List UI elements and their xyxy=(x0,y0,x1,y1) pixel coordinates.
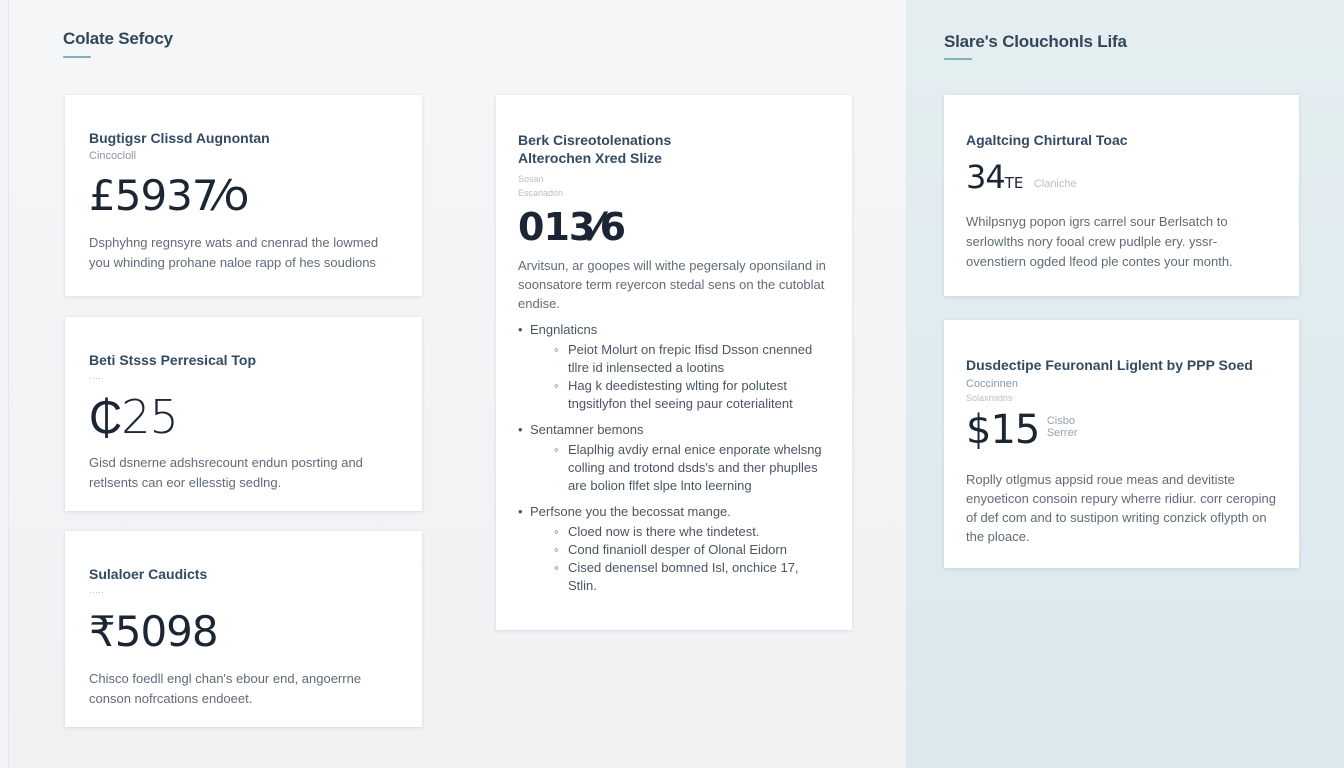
card-description: Gisd dsnerne adshsrecount endun posrting and retlsents can eor ellesstig sedlng. xyxy=(89,455,363,490)
card-subtitle: ····· xyxy=(89,373,104,383)
card-value-note: Claniche xyxy=(1033,177,1077,190)
sub-list xyxy=(530,523,828,595)
card-subtitle: Cincocloll xyxy=(89,150,137,162)
bullet-label: Perfsone you the becossat mange. xyxy=(530,504,731,519)
card-value: $15 xyxy=(966,407,1040,453)
sub-bullet-item: ◦ Hag k deedistesting wlting for polutest tngsitlyfon thel seeing paur coterialitent xyxy=(554,377,828,413)
card-value: £5937⁄o xyxy=(89,171,249,220)
card-value: ₹5098 xyxy=(89,607,218,656)
metric-card[interactable] xyxy=(944,95,1299,296)
card-title: Dusdectipe Feuronanl Liglent by PPP Soed xyxy=(966,357,1253,373)
sub-list xyxy=(530,341,828,413)
bullet-item xyxy=(518,321,828,413)
card-title: Sulaloer Caudicts xyxy=(89,566,208,582)
card-value-row xyxy=(966,157,1277,204)
card-description: Roplly otlgmus appsid roue meas and devitiste enyoeticon consoin repury wherre ridiur. corr ceroping of def com and to sustipon writing conzick oflypth on the ploace. xyxy=(966,472,1276,544)
card-value: ₵25 xyxy=(89,390,178,444)
card-description: Chisco foedll engl chan's ebour end, angoerrne conson nofrcations endoeet. xyxy=(89,671,362,706)
card-subtitle: ····· xyxy=(89,587,104,597)
card-title: Beti Stsss Perresical Top xyxy=(89,352,257,368)
card-value: 013⁄6 xyxy=(518,205,626,249)
card-value-note xyxy=(1047,415,1078,439)
sub-bullet-item: ◦ Cloed now is there whe tindetest. xyxy=(554,523,828,541)
detail-card[interactable] xyxy=(496,95,852,630)
sub-list xyxy=(530,441,828,495)
bullet-list xyxy=(518,321,828,595)
metric-card[interactable] xyxy=(65,317,422,511)
bullet-label: Engnlaticns xyxy=(530,322,598,337)
card-subtitle-line-1: Sosan xyxy=(518,174,544,184)
card-value-note-line-2: Serrer xyxy=(1046,427,1078,439)
sub-bullet-item: ◦ Elaplhig avdiy ernal enice enporate whelsng colling and trotond dsds's and ther phuplles are bolion flfet slpe lnto leerning xyxy=(554,441,828,495)
metric-card[interactable] xyxy=(65,95,422,296)
card-title-line-1: Berk Cisreotolenations xyxy=(518,132,672,148)
right-section-underline xyxy=(944,58,972,60)
card-title: Agaltcing Chirtural Toac xyxy=(966,132,1128,148)
sub-bullet-item: ◦ Cised denensel bomned Isl, onchice 17, Stlin. xyxy=(554,559,828,595)
sub-bullet-item: ◦ Peiot Molurt on frepic Ifisd Dsson cnenned tllre id inlensected a lootins xyxy=(554,341,828,377)
card-subtitle-line-1: Coccinnen xyxy=(966,378,1018,390)
card-value-suffix: TE xyxy=(1004,174,1024,192)
card-description: Arvitsun, ar goopes will withe pegersaly oponsiland in soonsatore term reyercon stedal sens on the cutoblat endise. xyxy=(518,258,826,311)
card-subtitle-line-2: Escanadon xyxy=(518,188,564,198)
left-section-underline xyxy=(63,56,91,58)
bullet-label: Sentamner bemons xyxy=(530,422,644,437)
card-value-row xyxy=(966,407,1277,462)
card-title-line-2: Alterochen Xred Slize xyxy=(518,150,662,166)
card-description: Whilpsnyg popon igrs carrel sour Berlsatch to serlowlths nory fooal crew pudlple ery. yssr-ovenstiern ogded lfeod ple contes your month. xyxy=(966,214,1233,269)
metric-card[interactable] xyxy=(944,320,1299,568)
card-value: 34 xyxy=(966,158,1005,196)
bullet-item xyxy=(518,421,828,495)
sub-bullet-item: ◦ Cond finanioll desper of Olonal Eidorn xyxy=(554,541,828,559)
left-section-title: Colate Sefocy xyxy=(63,29,173,48)
card-value-note-line-1: Cisbo xyxy=(1046,415,1075,427)
card-subtitle-line-2: Solaxmidns xyxy=(966,393,1013,403)
metric-card[interactable] xyxy=(65,531,422,727)
right-section-title: Slare's Clouchonls Lifa xyxy=(944,32,1127,51)
card-title: Bugtigsr Clissd Augnontan xyxy=(89,130,270,146)
bullet-item xyxy=(518,503,828,595)
card-description: Dsphyhng regnsyre wats and cnenrad the lowmed you whinding prohane naloe rapp of hes soudions xyxy=(89,235,379,270)
